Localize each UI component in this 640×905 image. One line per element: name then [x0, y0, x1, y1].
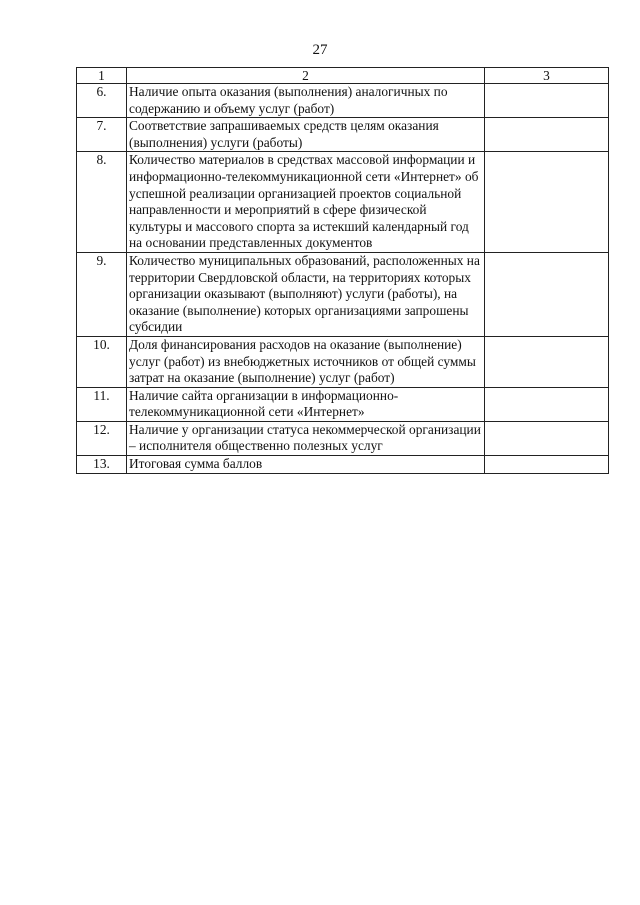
row-number: 7. [77, 118, 127, 152]
table-row [77, 152, 609, 253]
table-row [77, 387, 609, 421]
row-number: 9. [77, 252, 127, 336]
criterion-text: Наличие опыта оказания (выполнения) аналогичных по содержанию и объему услуг (работ) [127, 84, 485, 118]
criterion-text: Количество муниципальных образований, расположенных на территории Свердловской области, на территориях которых организации оказывают (выполняют) услуги (работы), на оказание (выполнение) которых организациями запрошены субсидии [127, 252, 485, 336]
column-header-2: 2 [127, 68, 485, 84]
criterion-text: Соответствие запрашиваемых средств целям оказания (выполнения) услуги (работы) [127, 118, 485, 152]
criterion-text: Доля финансирования расходов на оказание (выполнение) услуг (работ) из внебюджетных источников от общей суммы затрат на оказание (выполнение) услуг (работ) [127, 336, 485, 387]
score-cell [485, 118, 609, 152]
criterion-text: Количество материалов в средствах массовой информации и информационно-телекоммуникационной сети «Интернет» об успешной реализации организацией проектов социальной направленности и мероприятий в сфере физической культуры и массового спорта за истекший календарный год на основании представленных документов [127, 152, 485, 253]
table-row [77, 456, 609, 474]
score-cell [485, 421, 609, 455]
row-number: 10. [77, 336, 127, 387]
row-number: 13. [77, 456, 127, 474]
score-cell [485, 456, 609, 474]
criterion-text: Итоговая сумма баллов [127, 456, 485, 474]
table-row [77, 336, 609, 387]
table-row [77, 118, 609, 152]
column-header-1: 1 [77, 68, 127, 84]
column-header-3: 3 [485, 68, 609, 84]
criterion-text: Наличие сайта организации в информационно-телекоммуникационной сети «Интернет» [127, 387, 485, 421]
criterion-text: Наличие у организации статуса некоммерческой организации – исполнителя общественно полезных услуг [127, 421, 485, 455]
row-number: 8. [77, 152, 127, 253]
table-header-row [77, 68, 609, 84]
page-number: 27 [312, 42, 328, 58]
table-row [77, 84, 609, 118]
score-cell [485, 152, 609, 253]
table-row [77, 252, 609, 336]
row-number: 11. [77, 387, 127, 421]
row-number: 6. [77, 84, 127, 118]
score-cell [485, 252, 609, 336]
score-cell [485, 84, 609, 118]
score-cell [485, 387, 609, 421]
table-row [77, 421, 609, 455]
criteria-table [76, 67, 609, 474]
score-cell [485, 336, 609, 387]
row-number: 12. [77, 421, 127, 455]
